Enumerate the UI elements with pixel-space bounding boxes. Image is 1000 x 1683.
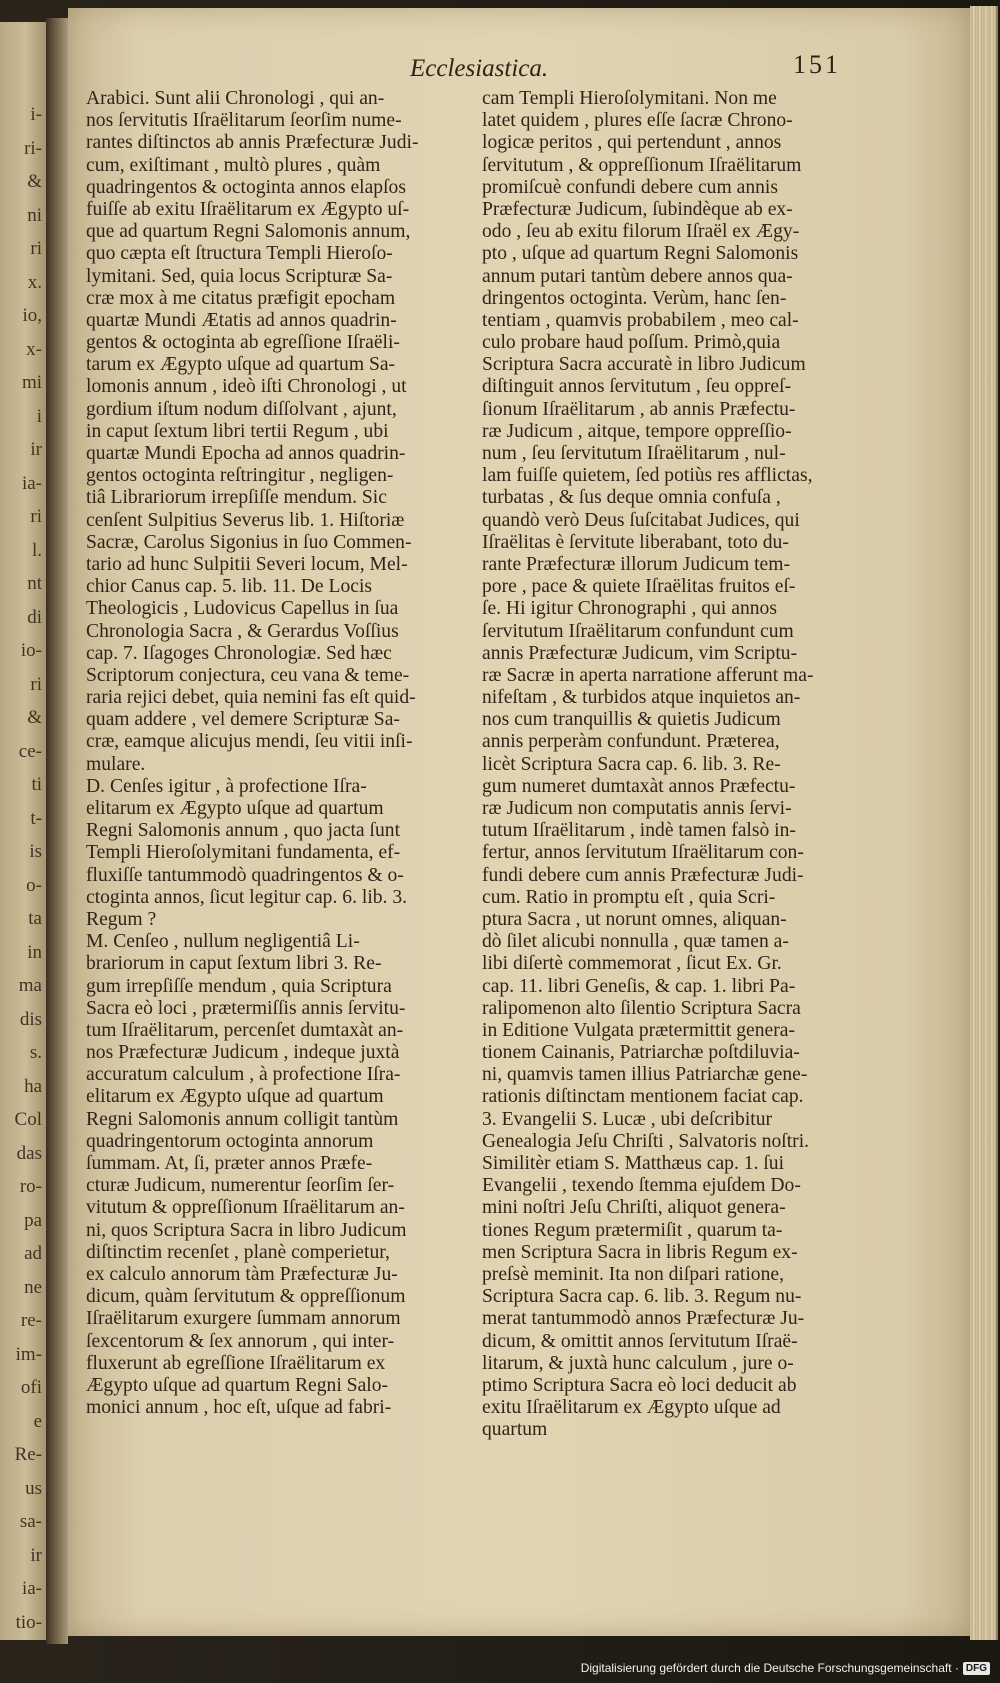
text-line: Regum ?	[86, 908, 157, 930]
margin-fragment: ni	[27, 204, 42, 226]
text-line: dringentos octoginta. Verùm, hanc ſen-	[482, 287, 787, 309]
text-line: tario ad hunc Sulpitii Severi locum, Mel-	[86, 553, 408, 575]
text-line: Theologicis , Ludovicus Capellus in ſua	[86, 598, 399, 620]
text-line: quartæ Mundi Ætatis ad annos quadrin-	[86, 309, 397, 331]
margin-fragment: Col	[14, 1109, 42, 1130]
text-line: logicæ peritos , qui pertendunt , annos	[482, 132, 782, 154]
text-line: nos cum tranquillis & quietis Judicum	[482, 709, 781, 731]
text-line: quartæ Mundi Epocha ad annos quadrin-	[86, 443, 406, 464]
margin-fragment: sa-	[19, 1511, 42, 1532]
text-line: nifeſtam , & turbidos atque inquietos an-	[482, 687, 801, 709]
margin-fragment: ri	[30, 673, 42, 695]
text-line: mulare.	[86, 753, 146, 775]
margin-fragment: ia-	[21, 472, 42, 494]
margin-fragment: nt	[27, 573, 42, 594]
text-line: Sacræ, Carolus Sigonius in ſuo Commen-	[86, 531, 412, 553]
text-line: in Editione Vulgata prætermittit genera-	[482, 1019, 795, 1041]
text-line: preſsè meminit. Ita non diſpari ratione,	[482, 1263, 784, 1285]
text-line: lymitani. Sed, quia locus Scripturæ Sa-	[86, 265, 393, 287]
text-line: latet quidem , plures eſſe ſacræ Chrono-	[482, 110, 793, 132]
text-line: accuratum calculum , à profectione Iſra-	[86, 1064, 401, 1086]
text-line: annis perperàm confundunt. Præterea,	[482, 731, 780, 753]
margin-fragment: ir	[30, 1544, 42, 1566]
margin-fragment: s.	[29, 1042, 42, 1063]
text-line: exitu Iſraëlitarum ex Ægypto uſque ad	[482, 1397, 781, 1419]
margin-fragment: o-	[26, 874, 42, 896]
text-line: ræ Judicum , aitque, tempore oppreſſio-	[482, 420, 792, 442]
text-line: odo , ſeu ab exitu filorum Iſraël ex Ægy-	[482, 221, 800, 243]
text-line: ſervitutum Iſraëlitarum confundunt cum	[482, 620, 794, 642]
margin-fragment: ce-	[18, 740, 42, 762]
text-line: Præfecturæ Judicum, ſubindèque ab ex-	[482, 198, 793, 220]
margin-fragment: ofi	[20, 1377, 42, 1398]
margin-fragment: in	[27, 941, 42, 963]
text-line: ni, quamvis tamen illius Patriarchæ gene-	[482, 1064, 808, 1086]
text-line: licèt Scriptura Sacra cap. 6. lib. 3. Re-	[482, 753, 781, 775]
running-head: Ecclesiastica.	[410, 55, 549, 82]
margin-fragment: io-	[20, 640, 42, 661]
text-line: monici annum , hoc eſt, uſque ad fabri-	[86, 1397, 392, 1419]
text-line: 3. Evangelii S. Lucæ , ubi deſcribitur	[482, 1108, 773, 1130]
text-line: ſionum Iſraëlitarum , ab annis Præfectu-	[482, 398, 796, 420]
text-line: diſtinctim recenſet , planè comperietur,	[86, 1241, 390, 1263]
margin-fragment: x-	[26, 338, 42, 360]
margin-fragment: di	[27, 606, 42, 628]
text-line: ſummam. At, ſi, præter annos Præfe-	[86, 1153, 373, 1174]
text-line: tiâ Librariorum irrepſiſſe mendum. Sic	[86, 487, 387, 509]
text-line: Evangelii , texendo ſtemma ejuſdem Do-	[482, 1175, 801, 1197]
text-line: men Scriptura Sacra in libris Regum ex-	[482, 1241, 798, 1263]
text-line: Scriptura Sacra cap. 6. lib. 3. Regum nu-	[482, 1286, 802, 1308]
text-line: quandò verò Deus ſuſcitabat Judices, qui	[482, 509, 800, 531]
margin-fragment: pa	[24, 1209, 42, 1231]
text-line: Regni Salomonis annum , quo jacta ſunt	[86, 820, 401, 842]
text-line: ctoginta annos, ſicut legitur cap. 6. lib. 3.	[86, 886, 408, 908]
margin-fragment: ma	[18, 975, 42, 996]
margin-fragment: ha	[24, 1075, 42, 1097]
text-line: dicum, & omittit annos ſervitutum Iſraë-	[482, 1330, 798, 1352]
text-line: que ad quartum Regni Salomonis annum,	[86, 221, 411, 243]
margin-fragment: tio-	[15, 1611, 42, 1633]
margin-fragment: ri-	[24, 137, 42, 159]
text-line: ſe. Hi igitur Chronographi , qui annos	[482, 598, 777, 620]
text-line: cræ mox à me citatus præfigit epocham	[86, 287, 396, 309]
text-line: fundi debere cum annis Præfecturæ Judi-	[482, 864, 804, 886]
text-line: ex calculo annorum tàm Præfecturæ Ju-	[86, 1263, 398, 1285]
text-line: rationis diſtinctam mentionem faciat cap.	[482, 1086, 804, 1108]
text-line: fuiſſe ab exitu Iſraëlitarum ex Ægypto uſ-	[86, 198, 410, 220]
text-line: Similitèr etiam S. Matthæus cap. 1. ſui	[482, 1153, 785, 1174]
text-line: Iſraëlitarum exurgere ſummam annorum	[86, 1308, 401, 1330]
margin-fragment: ro-	[19, 1176, 42, 1197]
margin-fragment: ia-	[21, 1578, 42, 1599]
text-line: Scriptura Sacra accuratè in libro Judicum	[482, 354, 806, 376]
text-line: cturæ Judicum, numerentur ſeorſim ſer-	[86, 1175, 395, 1197]
text-line: lomonis annum , ideò iſti Chronologi , ut	[86, 376, 407, 398]
margin-fragment: ti	[31, 774, 42, 795]
margin-fragment: das	[16, 1142, 42, 1164]
text-line: quartum	[482, 1419, 548, 1441]
margin-fragment: x.	[27, 271, 42, 293]
facing-page-fragment	[0, 22, 46, 1640]
text-line: Iſraëlitas è ſervitute liberabant, toto du-	[482, 531, 789, 553]
text-line: cenſent Sulpitius Severus lib. 1. Hiſtoriæ	[86, 509, 405, 531]
text-line: cap. 11. libri Geneſis, & cap. 1. libri Pa-	[482, 975, 796, 997]
margin-fragment: ne	[24, 1276, 42, 1298]
margin-fragment: ir	[30, 439, 42, 460]
margin-fragment: i	[36, 405, 42, 427]
margin-fragment: e	[33, 1410, 42, 1432]
text-column-left	[86, 88, 462, 1419]
text-line: nos ſervitutis Iſraëlitarum ſeorſim nume-	[86, 110, 402, 132]
dfg-logo-icon: DFG	[963, 1662, 990, 1675]
text-line: fluxerunt ab egreſſione Iſraëlitarum ex	[86, 1352, 386, 1374]
margin-fragment: io,	[22, 305, 42, 326]
margin-fragment: re-	[20, 1310, 42, 1331]
text-line: rante Præfecturæ illorum Judicum tem-	[482, 553, 790, 575]
margin-fragment: i-	[30, 104, 42, 125]
text-line: cam Templi Hieroſolymitani. Non me	[482, 88, 777, 109]
text-line: elitarum ex Ægypto uſque ad quartum	[86, 1086, 384, 1108]
text-line: tarum ex Ægypto uſque ad quartum Sa-	[86, 354, 396, 376]
text-line: quadringentorum octoginta annorum	[86, 1130, 374, 1152]
text-line: tutum Iſraëlitarum , indè tamen falsò in-	[482, 820, 796, 842]
text-line: ralipomenon alto ſilentio Scriptura Sacra	[482, 997, 801, 1019]
text-line: diſtinguit annos ſervitutum , ſeu oppreſ-	[482, 376, 792, 398]
text-line: Genealogia Jeſu Chriſti , Salvatoris noſtri.	[482, 1130, 810, 1152]
text-line: dicum, quàm ſervitutum & oppreſſionum	[86, 1286, 406, 1308]
text-line: cum, exiſtimant , multò plures , quàm	[86, 154, 381, 176]
text-line: ni, quos Scriptura Sacra in libro Judicum	[86, 1219, 407, 1241]
page-edges	[970, 6, 998, 1640]
text-line: tentiam , quamvis probabilem , meo cal-	[482, 309, 799, 331]
book-gutter	[46, 18, 68, 1644]
text-line: ræ Sacræ in aperta narratione afferunt ma-	[482, 664, 814, 686]
text-line: quo cæpta eſt ſtructura Templi Hieroſo-	[86, 243, 393, 265]
text-line: gum irrepſiſſe mendum , quia Scriptura	[86, 975, 392, 997]
footer-text: Digitalisierung gefördert durch die Deutsche Forschungsgemeinschaft ·	[580, 1661, 959, 1675]
margin-fragment: &	[27, 707, 42, 728]
text-column-right	[482, 88, 854, 1441]
text-line: ſervitutum , & oppreſſionum Iſraëlitarum	[482, 154, 802, 176]
text-line: chior Canus cap. 5. lib. 11. De Locis	[86, 576, 373, 598]
text-line: elitarum ex Ægypto uſque ad quartum	[86, 798, 384, 819]
text-line: Regni Salomonis annum colligit tantùm	[86, 1108, 399, 1130]
margin-fragment: ri	[30, 506, 42, 527]
text-line: promiſcuè confundi debere cum annis	[482, 176, 778, 198]
text-line: merat tantummodò annos Præfecturæ Ju-	[482, 1308, 805, 1330]
text-line: tionem Cainanis, Patriarchæ poſtdiluvia-	[482, 1042, 800, 1064]
page-number: 151	[793, 50, 841, 79]
margin-fragment: us	[25, 1477, 42, 1499]
text-line: gentos octoginta reſtringitur , negligen-	[86, 465, 394, 487]
margin-fragment: t-	[30, 807, 42, 829]
text-line: Sacra eò loci , prætermiſſis annis ſervitu-	[86, 997, 406, 1019]
text-line: ptura Sacra , ut norunt omnes, aliquan-	[482, 908, 787, 930]
text-line: pore , pace & quiete Iſraëlitas fruitos eſ-	[482, 576, 796, 598]
margin-fragment: ta	[28, 908, 42, 929]
text-line: Ægypto uſque ad quartum Regni Salo-	[86, 1374, 389, 1396]
margin-fragment: ri	[30, 238, 42, 259]
text-line: Chronologia Sacra , & Gerardus Voſſius	[86, 620, 399, 642]
text-line: cum. Ratio in promptu eſt , quia Scri-	[482, 886, 776, 908]
text-line: tum Iſraëlitarum, percenſet dumtaxàt an-	[86, 1019, 404, 1041]
text-line: ræ Judicum non computatis annis ſervi-	[482, 798, 792, 819]
text-line: lam fuiſſe quietem, ſed potiùs res afflictas,	[482, 465, 813, 487]
text-line: cap. 7. Iſagoges Chronologiæ. Sed hæc	[86, 642, 392, 664]
text-line: gordium iſtum nodum diſſolvant , ajunt,	[86, 398, 397, 420]
margin-fragment: im-	[15, 1343, 42, 1365]
text-line: ſexcentorum & ſex annorum , qui inter-	[86, 1330, 395, 1352]
text-line: litarum, & juxtà hunc calculum , jure o-	[482, 1352, 794, 1374]
margin-fragment: Re-	[14, 1444, 42, 1465]
text-line: quam addere , vel demere Scripturæ Sa-	[86, 709, 400, 731]
text-line: num , ſeu ſervitutum Iſraëlitarum , nul-	[482, 443, 786, 464]
text-line: gentos & octoginta ab egreſſione Iſraëli-	[86, 332, 400, 354]
text-line: culo probare haud poſſum. Primò,quia	[482, 332, 781, 354]
text-line: fertur, annos ſervitutum Iſraëlitarum con-	[482, 842, 804, 864]
text-line: turbatas , & ſus deque omnia confuſa ,	[482, 487, 781, 509]
text-line: Arabici. Sunt alii Chronologi , qui an-	[86, 88, 385, 109]
text-line: gum numeret dumtaxàt annos Præfectu-	[482, 775, 796, 797]
text-line: vitutum & oppreſſionum Iſraëlitarum an-	[86, 1197, 405, 1219]
text-line: Templi Hieroſolymitani fundamenta, ef-	[86, 842, 401, 864]
text-line: M. Cenſeo , nullum negligentiâ Li-	[86, 931, 360, 953]
margin-fragment: mi	[21, 372, 42, 393]
text-line: dò ſilet alicubi nonnulla , quæ tamen a-	[482, 931, 789, 953]
text-line: cræ, eamque alicujus mendi, ſeu vitii inſi-	[86, 731, 413, 753]
text-line: annis Præfecturæ Judicum, vim Scriptu-	[482, 642, 798, 664]
text-line: ptimo Scriptura Sacra eò loci deducit ab	[482, 1374, 797, 1396]
text-line: tiones Regum prætermiſit , quarum ta-	[482, 1219, 783, 1241]
text-line: mini noſtri Jeſu Chriſti, aliquot genera-	[482, 1197, 786, 1219]
text-line: Scriptorum conjectura, ceu vana & teme-	[86, 664, 410, 686]
text-line: annum putari tantùm debere annos qua-	[482, 265, 793, 287]
text-line: fluxiſſe tantummodò quadringentos & o-	[86, 864, 404, 886]
text-line: in caput ſextum libri tertii Regum , ubi	[86, 420, 389, 442]
text-line: pto , uſque ad quartum Regni Salomonis	[482, 243, 799, 265]
text-line: raria rejici debet, quia nemini fas eſt quid-	[86, 687, 416, 709]
text-line: nos Præfecturæ Judicum , indeque juxtà	[86, 1042, 400, 1064]
margin-fragment: is	[29, 841, 42, 862]
margin-fragment: l.	[31, 539, 42, 561]
text-line: D. Cenſes igitur , à profectione Iſra-	[86, 775, 367, 797]
text-line: rantes diſtinctos ab annis Præfecturæ Judi-	[86, 132, 419, 154]
text-line: quadringentos & octoginta annos elapſos	[86, 176, 406, 198]
margin-fragment: ad	[24, 1243, 42, 1264]
margin-fragment: &	[27, 171, 42, 192]
margin-fragment: dis	[19, 1008, 42, 1030]
digitization-footer	[581, 1661, 990, 1675]
text-line: libi diſertè commemorat , ſicut Ex. Gr.	[482, 953, 782, 975]
text-line: brariorum in caput ſextum libri 3. Re-	[86, 953, 382, 975]
